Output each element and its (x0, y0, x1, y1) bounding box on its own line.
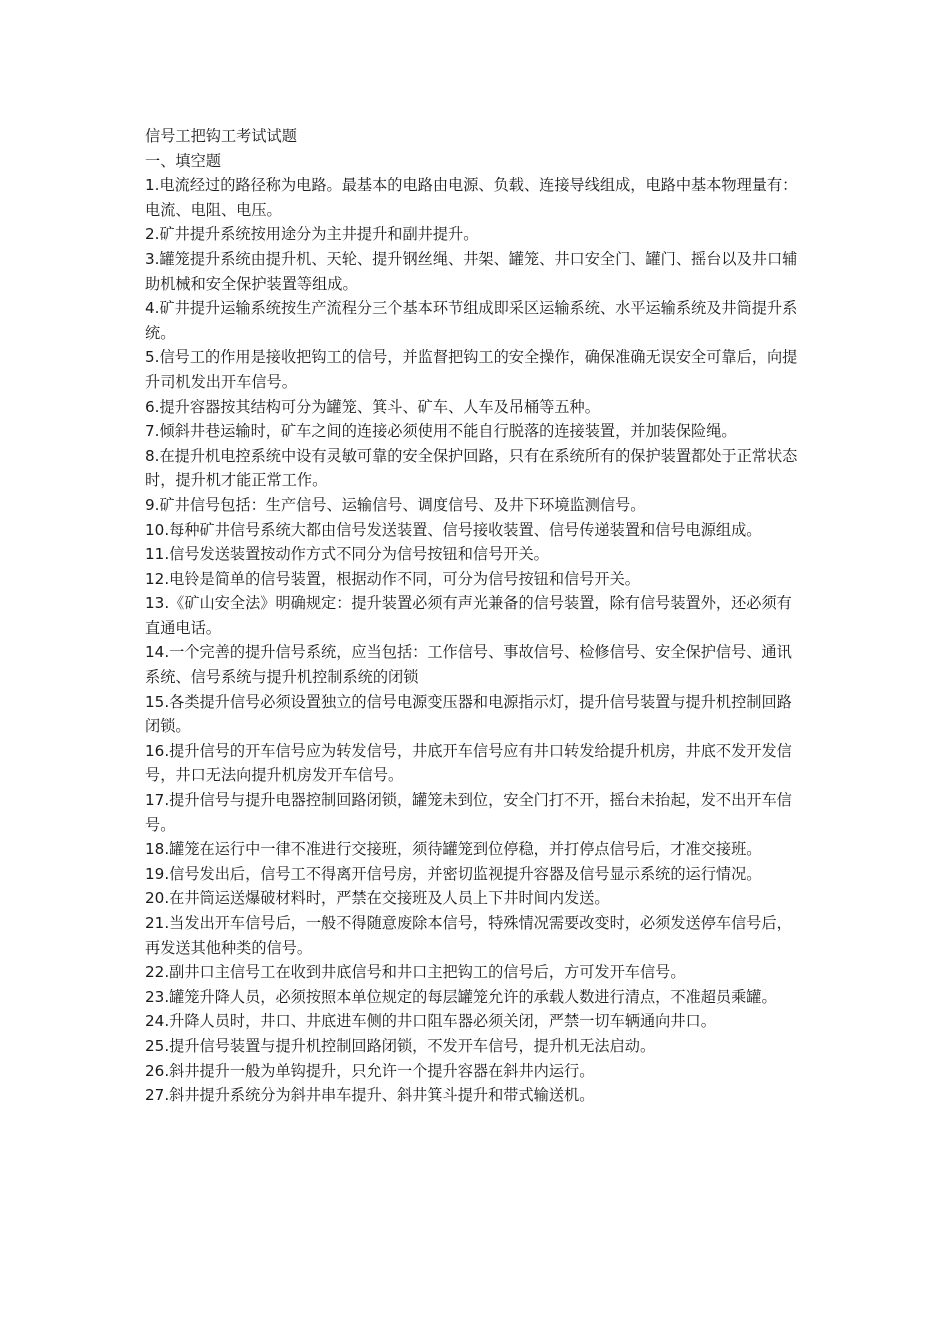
question-item: 9.矿井信号包括：生产信号、运输信号、调度信号、及井下环境监测信号。 (145, 495, 646, 514)
question-item: 17.提升信号与提升电器控制回路闭锁，罐笼未到位，安全门打不开，摇台未抬起，发不出开车信号。 (145, 791, 792, 834)
question-item: 7.倾斜井巷运输时，矿车之间的连接必须使用不能自行脱落的连接装置，并加装保险绳。 (145, 422, 737, 441)
question-item: 27.斜井提升系统分为斜井串车提升、斜井箕斗提升和带式输送机。 (145, 1086, 595, 1105)
question-list (145, 173, 807, 1108)
question-item: 18.罐笼在运行中一律不准进行交接班，须待罐笼到位停稳，并打停点信号后，才准交接班。 (145, 840, 762, 859)
section-heading: 一、填空题 (145, 151, 221, 170)
question-item: 22.副井口主信号工在收到井底信号和井口主把钩工的信号后，方可发开车信号。 (145, 963, 686, 982)
question-item: 12.电铃是简单的信号装置，根据动作不同，可分为信号按钮和信号开关。 (145, 569, 640, 588)
document-page (145, 124, 807, 1108)
question-item: 26.斜井提升一般为单钩提升，只允许一个提升容器在斜井内运行。 (145, 1061, 595, 1080)
question-item: 19.信号发出后，信号工不得离开信号房，并密切监视提升容器及信号显示系统的运行情况。 (145, 864, 762, 883)
question-item: 10.每种矿井信号系统大都由信号发送装置、信号接收装置、信号传递装置和信号电源组成。 (145, 520, 762, 539)
question-item: 25.提升信号装置与提升机控制回路闭锁，不发开车信号，提升机无法启动。 (145, 1036, 656, 1055)
question-item: 3.罐笼提升系统由提升机、天轮、提升钢丝绳、井架、罐笼、井口安全门、罐门、摇台以及井口辅助机械和安全保护装置等组成。 (145, 249, 798, 293)
question-item: 20.在井筒运送爆破材料时，严禁在交接班及人员上下井时间内发送。 (145, 889, 610, 908)
question-item: 11.信号发送装置按动作方式不同分为信号按钮和信号开关。 (145, 545, 549, 564)
question-item: 1.电流经过的路径称为电路。最基本的电路由电源、负载、连接导线组成，电路中基本物理量有：电流、电阻、电压。 (145, 176, 798, 219)
question-item: 21.当发出开车信号后，一般不得随意废除本信号，特殊情况需要改变时，必须发送停车信号后，再发送其他种类的信号。 (145, 914, 792, 957)
question-item: 2.矿井提升系统按用途分为主井提升和副井提升。 (145, 225, 479, 244)
question-item: 13.《矿山安全法》明确规定：提升装置必须有声光兼备的信号装置，除有信号装置外，还必须有直通电话。 (145, 594, 792, 637)
question-item: 15.各类提升信号必须设置独立的信号电源变压器和电源指示灯，提升信号装置与提升机控制回路闭锁。 (145, 692, 792, 736)
document-title: 信号工把钩工考试试题 (145, 127, 297, 145)
question-item: 5.信号工的作用是接收把钩工的信号，并监督把钩工的安全操作，确保准确无误安全可靠后，向提升司机发出开车信号。 (145, 348, 798, 391)
question-item: 4.矿井提升运输系统按生产流程分三个基本环节组成即采区运输系统、水平运输系统及井筒提升系统。 (145, 299, 798, 342)
question-item: 8.在提升机电控系统中设有灵敏可靠的安全保护回路，只有在系统所有的保护装置都处于正常状态时，提升机才能正常工作。 (145, 446, 798, 490)
question-item: 24.升降人员时，井口、井底进车侧的井口阻车器必须关闭，严禁一切车辆通向井口。 (145, 1012, 716, 1031)
question-item: 16.提升信号的开车信号应为转发信号，井底开车信号应有井口转发给提升机房，井底不发开发信号，井口无法向提升机房发开车信号。 (145, 741, 792, 785)
question-item: 23.罐笼升降人员，必须按照本单位规定的每层罐笼允许的承载人数进行清点，不准超员乘罐。 (145, 987, 777, 1006)
question-item: 6.提升容器按其结构可分为罐笼、箕斗、矿车、人车及吊桶等五种。 (145, 397, 600, 416)
question-item: 14.一个完善的提升信号系统，应当包括：工作信号、事故信号、检修信号、安全保护信号、通讯系统、信号系统与提升机控制系统的闭锁 (145, 643, 792, 687)
